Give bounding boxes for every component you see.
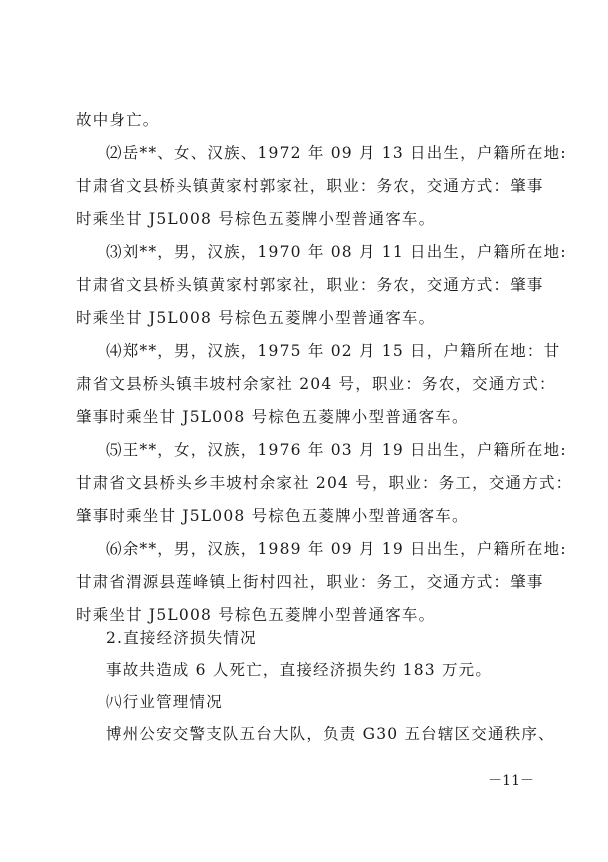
paragraph-line: ⑷郑**，男，汉族，1975 年 02 月 15 日，户籍所在地：甘 [106,342,561,360]
section-heading: ㈧行业管理情况 [106,693,223,711]
paragraph-line: 肇事时乘坐甘 J5L008 号棕色五菱牌小型普通客车。 [76,408,469,426]
paragraph-line: 甘肃省渭源县莲峰镇上街村四社，职业：务工，交通方式：肇事 [76,573,544,591]
page-number: －11－ [488,773,534,789]
section-heading: 2.直接经济损失情况 [106,629,257,647]
paragraph-line: 甘肃省文县桥头乡丰坡村余家社 204 号，职业：务工，交通方式： [76,474,573,492]
paragraph-line: 事故共造成 6 人死亡，直接经济损失约 183 万元。 [106,661,493,679]
paragraph-line: ⑹余**，男，汉族，1989 年 09 月 19 日出生，户籍所在地: [106,540,567,558]
paragraph-line: 时乘坐甘 J5L008 号棕色五菱牌小型普通客车。 [76,210,436,228]
paragraph-line: 甘肃省文县桥头镇黄家村郭家社，职业：务农，交通方式：肇事 [76,177,544,195]
paragraph-line: 甘肃省文县桥头镇黄家村郭家社，职业：务农，交通方式：肇事 [76,276,544,294]
paragraph-line: ⑵岳**、女、汉族、1972 年 09 月 13 日出生，户籍所在地: [106,144,567,162]
paragraph-line: 故中身亡。 [76,111,160,129]
paragraph-line: ⑸王**，女，汉族，1976 年 03 月 19 日出生，户籍所在地: [106,441,567,459]
paragraph-line: 时乘坐甘 J5L008 号棕色五菱牌小型普通客车。 [76,309,436,327]
paragraph-line: ⑶刘**，男，汉族，1970 年 08 月 11 日出生，户籍所在地: [106,243,567,261]
paragraph-line: 肇事时乘坐甘 J5L008 号棕色五菱牌小型普通客车。 [76,507,469,525]
paragraph-line: 博州公安交警支队五台大队，负责 G30 五台辖区交通秩序、 [106,725,555,743]
paragraph-line: 肃省文县桥头镇丰坡村余家社 204 号，职业：务农，交通方式： [76,375,556,393]
paragraph-line: 时乘坐甘 J5L008 号棕色五菱牌小型普通客车。 [76,606,436,624]
